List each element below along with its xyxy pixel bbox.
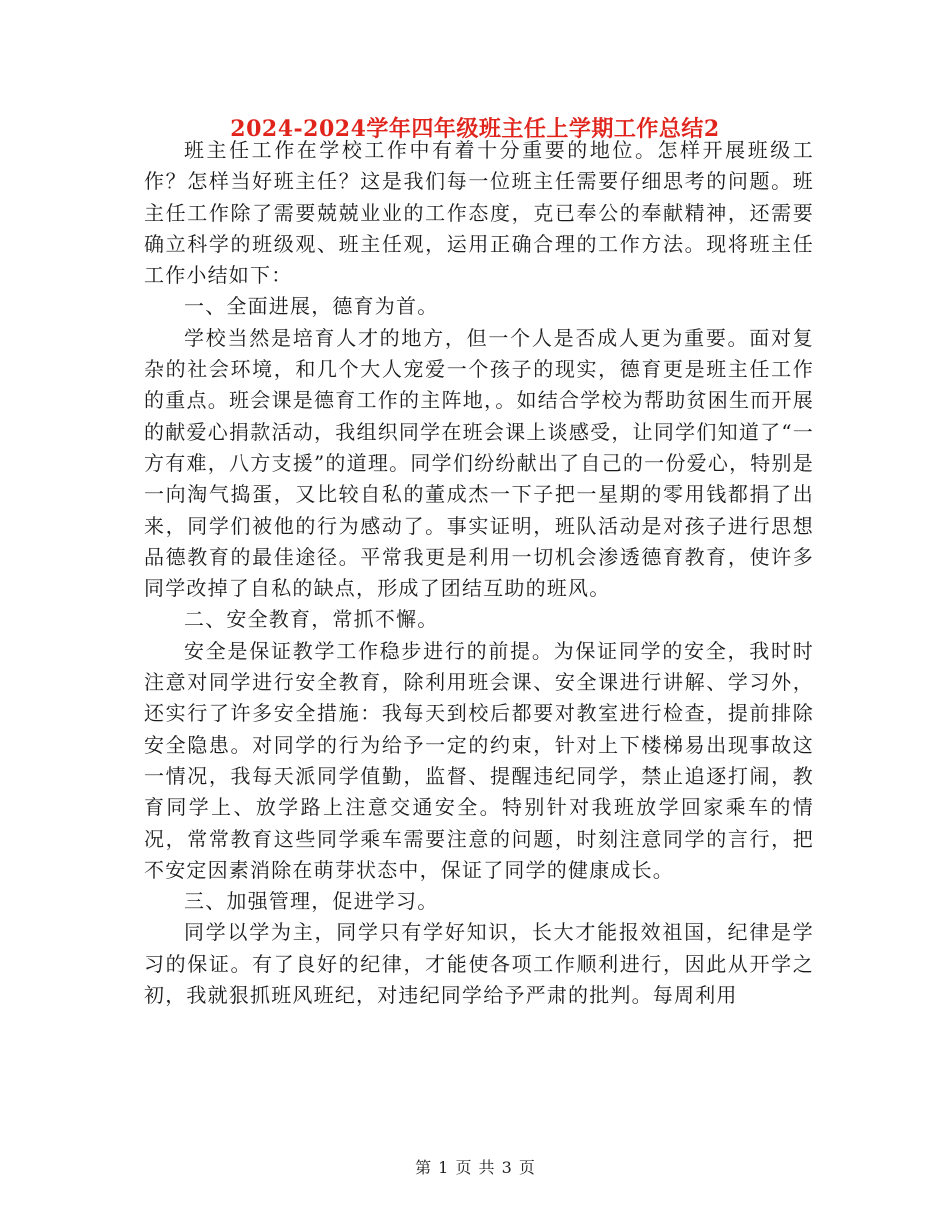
page-footer: 第 1 页 共 3 页 (415, 1158, 535, 1177)
section-heading-1: 一、全面进展，德育为首。 (184, 294, 439, 319)
paragraph-management: 同学以学为主，同学只有学好知识，长大才能报效祖国，纪律是学习的保证。有了良好的纪律，才能使各项工作顺利进行，因此从开学之初，我就狠抓班风班纪，对违纪同学给予严肃的批判。每周利用 (144, 920, 814, 1008)
document-body (144, 135, 814, 1011)
paragraph-moral-education: 学校当然是培育人才的地方，但一个人是否成人更为重要。面对复杂的社会环境，和几个大人宠爱一个孩子的现实，德育更是班主任工作的重点。班会课是德育工作的主阵地，。如结合学校为帮助贫困生而开展的献爱心捐款活动，我组织同学在班会课上谈感受，让同学们知道了“一方有难，八方支援”的道理。同学们纷纷献出了自己的一份爱心，特别是一向淘气捣蛋，又比较自私的董成杰一下子把一星期的零用钱都捐了出来，同学们被他的行为感动了。事实证明，班队活动是对孩子进行思想品德教育的最佳途径。平常我更是利用一切机会渗透德育教育，使许多同学改掉了自私的缺点，形成了团结互助的班风。 (144, 325, 814, 601)
document-title: 2024-2024学年四年级班主任上学期工作总结2 (230, 116, 720, 142)
paragraph-safety-education: 安全是保证教学工作稳步进行的前提。为保证同学的安全，我时时注意对同学进行安全教育，除利用班会课、安全课进行讲解、学习外，还实行了许多安全措施：我每天到校后都要对教室进行检查，提前排除安全隐患。对同学的行为给予一定的约束，针对上下楼梯易出现事故这一情况，我每天派同学值勤，监督、提醒违纪同学，禁止追逐打闹，教育同学上、放学路上注意交通安全。特别针对我班放学回家乘车的情况，常常教育这些同学乘车需要注意的问题，时刻注意同学的言行，把不安定因素消除在萌芽状态中，保证了同学的健康成长。 (144, 638, 814, 882)
section-heading-2: 二、安全教育，常抓不懈。 (184, 607, 439, 632)
paragraph-intro: 班主任工作在学校工作中有着十分重要的地位。怎样开展班级工作？怎样当好班主任？这是我们每一位班主任需要仔细思考的问题。班主任工作除了需要兢兢业业的工作态度，克已奉公的奉献精神，还需要确立科学的班级观、班主任观，运用正确合理的工作方法。现将班主任工作小结如下： (144, 138, 814, 288)
section-heading-3: 三、加强管理，促进学习。 (184, 889, 439, 914)
